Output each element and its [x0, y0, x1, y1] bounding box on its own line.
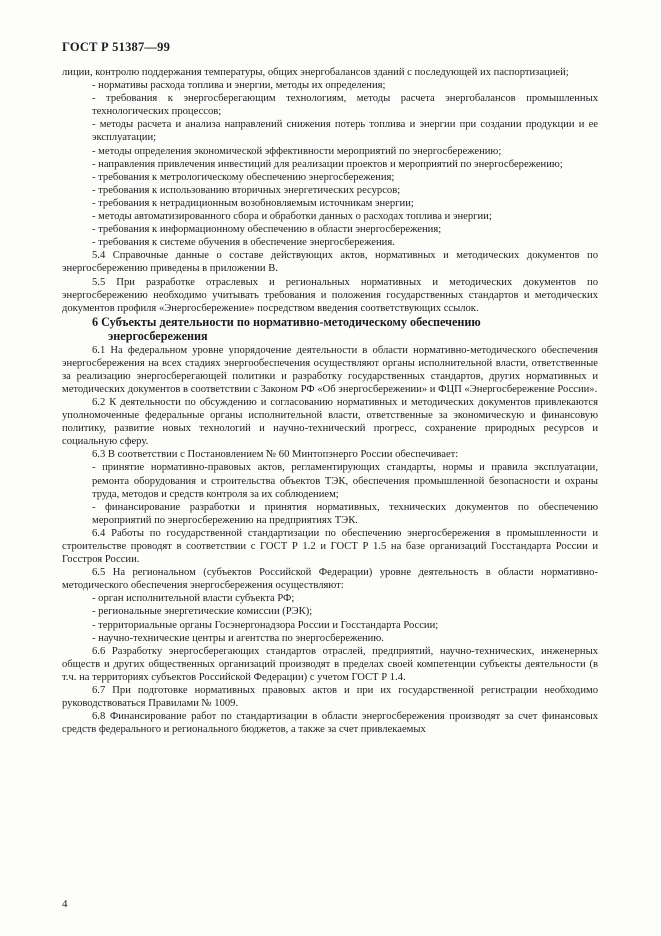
section-6-heading	[62, 315, 598, 344]
page-number: 4	[62, 898, 68, 910]
list-item: - орган исполнительной власти субъекта РФ;	[92, 593, 295, 605]
list-item: - региональные энергетические комиссии (РЭК);	[92, 606, 313, 618]
paragraph-6-4: 6.4 Работы по государственной стандартизации по обеспечению энергосбережения в промышленности и строительстве проводят в соответствии с ГОСТ Р 1.2 и ГОСТ Р 1.5 на базе организаций Госстандарта России и Госстроя России.	[62, 527, 598, 566]
paragraph-6-8: 6.8 Финансирование работ по стандартизации в области энергосбережения производят за счет финансовых средств федерального и регионального бюджетов, а также за счет привлекаемых	[62, 711, 598, 736]
list-item: - требования к энергосберегающим технологиям, методы расчета энергобалансов промышленных технологических процессов;	[92, 93, 598, 118]
document-body	[62, 66, 598, 736]
list-item: - принятие нормативно-правовых актов, регламентирующих стандарты, нормы и правила эксплуатации, ремонта оборудования и строительства объектов ТЭК, обеспечения промышленной безопасности и охраны труда, методов и средств контроля за их соблюдением;	[92, 462, 598, 500]
paragraph-6-6: 6.6 Разработку энергосберегающих стандартов отраслей, предприятий, научно-технических, инженерных обществ и других общественных организаций производят в пределах своей компетенции субъекты деятельности (в т.ч. на территориях субъектов Российской Федерации) с учетом ГОСТ Р 1.4.	[62, 645, 598, 683]
list-item: - финансирование разработки и принятия нормативных, технических документов по обеспечению мероприятий по энергосбережению на предприятиях ТЭК.	[92, 501, 598, 526]
paragraph-6-7: 6.7 При подготовке нормативных правовых актов и при их государственной регистрации необходимо руководствоваться Правилами № 1009.	[62, 685, 598, 710]
list-item: - территориальные органы Госэнергонадзора России и Госстандарта России;	[92, 619, 439, 631]
list-item: - требования к системе обучения в обеспечение энергосбережения.	[92, 237, 395, 249]
list-item: - требования к нетрадиционным возобновляемым источникам энергии;	[92, 197, 414, 209]
paragraph-5-5: 5.5 При разработке отраслевых и региональных нормативных и методических документов по энергосбережению необходимо учитывать требования и положения государственных стандартов и методических документов профиля «Энергосбережение» посредством введения соответствующих ссылок.	[62, 276, 598, 314]
paragraph-6-2: 6.2 К деятельности по обсуждению и согласованию нормативных и методических документов привлекаются уполномоченные федеральные органы исполнительной власти, ответственные за экономическую и финансовую политику, развитие новых технологий и научно-технический прогресс, сохранение природных ресурсов и социальную сферу.	[62, 396, 598, 448]
paragraph-5-4: 5.4 Справочные данные о составе действующих актов, нормативных и методических документов по энергосбережению приведены в приложении В.	[62, 250, 598, 275]
list-item: - требования к метрологическому обеспечению энергосбережения;	[92, 171, 395, 183]
list-item: - методы автоматизированного сбора и обработки данных о расходах топлива и энергии;	[92, 211, 492, 223]
list-item: - требования к использованию вторичных энергетических ресурсов;	[92, 184, 401, 196]
list-item: - направления привлечения инвестиций для реализации проектов и мероприятий по энергосбережению;	[92, 158, 563, 170]
list-item: - методы расчета и анализа направлений снижения потерь топлива и энергии при создании продукции и ее эксплуатации;	[92, 119, 598, 144]
list-item: - нормативы расхода топлива и энергии, методы их определения;	[92, 80, 386, 92]
section-6-heading-line-1: 6 Субъекты деятельности по нормативно-методическому обеспечению	[92, 314, 481, 329]
paragraph-6-1: 6.1 На федеральном уровне упорядочение деятельности в области нормативно-методического обеспечения энергосбережения на всех стадиях энергообеспечения осуществляют органы исполнительной власти, ответственные за реализацию энергосберегающей политики и разработку государственных стандартов, других нормативных и методических документов в соответствии с Законом РФ «Об энергосбережении» и ФЦП «Энергосбережение России».	[62, 344, 598, 395]
paragraph-6-3: 6.3 В соответствии с Постановлением № 60 Минтопэнерго России обеспечивает:	[92, 449, 459, 461]
section-6-heading-line-2: энергосбережения	[108, 329, 208, 344]
document-header: ГОСТ Р 51387—99	[62, 40, 171, 54]
list-item: - методы определения экономической эффективности мероприятий по энергосбережению;	[92, 145, 502, 157]
list-item: - научно-технические центры и агентства по энергосбережению.	[92, 632, 384, 644]
paragraph-6-5: 6.5 На региональном (субъектов Российской Федерации) уровне деятельность в области нормативно-методического обеспечения энергосбережения осуществляют:	[62, 567, 598, 592]
paragraph-continuation: лиции, контролю поддержания температуры, общих энергобалансов зданий с последующей их паспортизацией;	[62, 67, 569, 78]
list-item: - требования к информационному обеспечению в области энергосбережения;	[92, 224, 442, 236]
